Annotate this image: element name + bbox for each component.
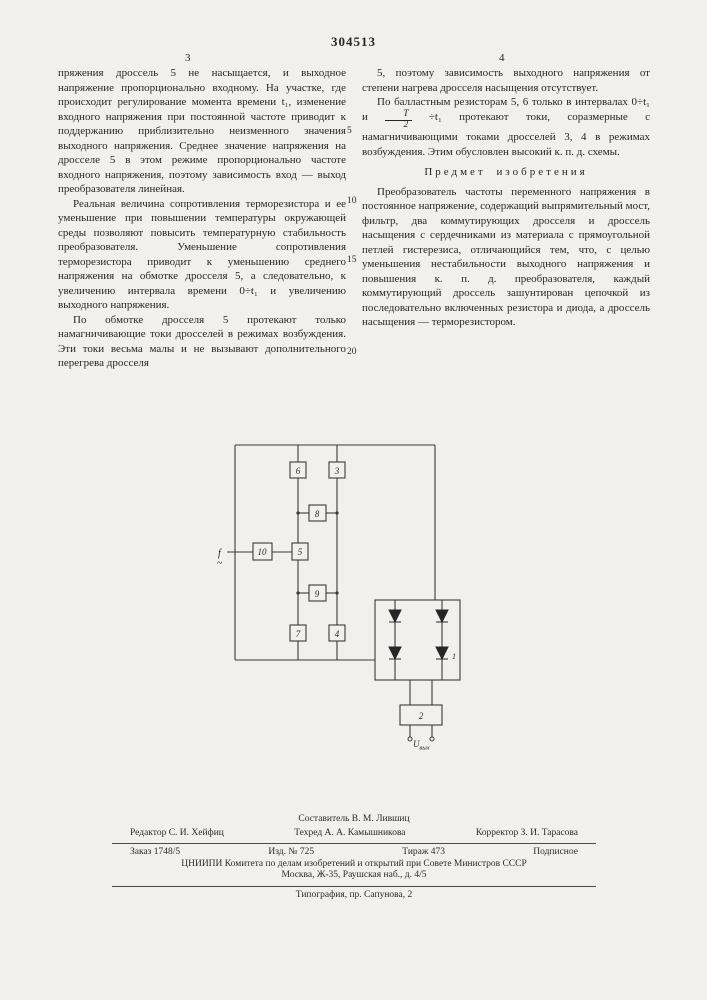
block-4 <box>329 625 345 641</box>
editor-credit: Редактор С. И. Хейфиц <box>130 827 224 838</box>
left-column <box>58 66 346 371</box>
divider <box>112 886 596 887</box>
svg-text:9: 9 <box>314 589 320 599</box>
block-2 <box>400 705 442 725</box>
corrector-credit: Корректор З. И. Тарасова <box>475 827 578 838</box>
paragraph: 5, поэтому зависимость выходного напряжения от степени нагрева дросселя насыщения отсутствует. <box>362 67 650 94</box>
gutter-line-number: 20 <box>347 347 357 357</box>
gutter-line-number: 10 <box>347 196 357 206</box>
output-voltage-label <box>413 739 430 752</box>
paragraph: Реальная величина сопротивления терморезистора и ее уменьшение при повышении температуры окружающей среды позволяют повысить температурную стабильность преобразователя. Уменьшение сопротивления терморезистора приводит к уменьшению среднего напряжения на обмотке дросселя 5, а следовательно, к увеличению интервала времени 0÷t₁ и увеличению выходного напряжения. <box>58 197 346 311</box>
svg-text:3: 3 <box>334 466 340 476</box>
svg-text:2: 2 <box>418 711 424 721</box>
input-frequency-label: f <box>218 548 221 559</box>
fraction-denominator: 2 <box>403 119 409 130</box>
print-run: Тираж 473 <box>402 847 446 857</box>
svg-text:8: 8 <box>314 509 320 519</box>
patent-number: 304513 <box>331 34 376 49</box>
block-8 <box>309 505 326 521</box>
block-6 <box>290 462 306 478</box>
diode-label: 1 <box>452 652 456 661</box>
block-7 <box>290 625 306 641</box>
paragraph <box>362 95 650 159</box>
fraction-numerator: T <box>385 110 411 121</box>
gutter-line-number: 5 <box>347 126 352 136</box>
organization-line: ЦНИИПИ Комитета по делам изобретений и открытий при Совете Министров СССР <box>181 858 527 869</box>
paragraph: пряжения дроссель 5 не насыщается, и выходное напряжение пропорционально входному. На участке, где происходит регулирование момента времени t₁, изменение входного напряжения при постоянной частоте приводит к поддержанию приблизительно неизменного значения выходного напряжения. Среднее значение напряжения на дросселе 5 в этом режиме пропорционально частоте входного напряжения, поэтому зависимость вход — выход преобразователя линейная. <box>58 67 346 195</box>
svg-text:6: 6 <box>295 466 301 476</box>
fraction <box>385 110 411 131</box>
block-5 <box>292 543 308 560</box>
right-column <box>362 66 650 330</box>
organization-address: Москва, Ж-35, Раушская наб., д. 4/5 <box>281 870 427 880</box>
paragraph: Преобразователь частоты переменного напряжения в постоянное напряжение, содержащий выпрямительный мост, фильтр, два коммутирующих дросселя и дроссель насыщения с сердечниками из материала с прямоугольной петлей гистерезиса, отличающийся тем, что, с целью уменьшения нестабильности выходного напряжения и повышения к. п. д. преобразователя, каждый коммутирующий дроссель зашунтирован цепочкой из последовательно включенных резистора и диода, а дроссель насыщения — терморезистором. <box>362 185 651 329</box>
output-voltage-u: U <box>413 739 420 749</box>
paragraph-text: ÷t₁ протекают токи, соразмерные с намагничивающими токами дросселей 3, 4 в режимах возбуждения. Этим обусловлен высокий к. п. д. схемы. <box>362 110 650 158</box>
subscription-note: Подписное <box>533 847 578 857</box>
svg-text:4: 4 <box>334 629 340 639</box>
block-10 <box>253 543 272 560</box>
compiler-credit: Составитель В. М. Лившиц <box>298 814 410 824</box>
divider <box>112 843 596 844</box>
paragraph-text: По балластным резисторам 5, 6 только в интервалах 0÷t₁ и <box>362 96 650 123</box>
edition-number: Изд. № 725 <box>268 847 315 857</box>
wires <box>227 445 442 737</box>
section-heading: Предмет изобретения <box>424 166 588 179</box>
ac-tilde-symbol: ~ <box>217 558 223 569</box>
circuit-diagram <box>205 432 475 762</box>
column-number-left: 3 <box>185 52 191 64</box>
svg-text:10: 10 <box>257 547 267 557</box>
gutter-line-number: 15 <box>347 255 357 265</box>
svg-text:5: 5 <box>297 547 303 557</box>
output-voltage-subscript: вых <box>419 744 430 752</box>
techred-credit: Техред А. А. Камышникова <box>294 827 406 838</box>
svg-text:7: 7 <box>295 629 301 639</box>
order-number: Заказ 1748/5 <box>130 847 181 857</box>
block-9 <box>309 585 326 601</box>
column-number-right: 4 <box>499 52 505 64</box>
printing-house: Типография, пр. Сапунова, 2 <box>295 889 413 900</box>
block-3 <box>329 462 345 478</box>
paragraph: По обмотке дросселя 5 протекают только намагничивающие токи дросселей в режимах возбуждения. Эти токи весьма малы и не вызывают дополнительного перегрева дросселя <box>58 313 346 369</box>
imprint-footer <box>112 814 596 901</box>
